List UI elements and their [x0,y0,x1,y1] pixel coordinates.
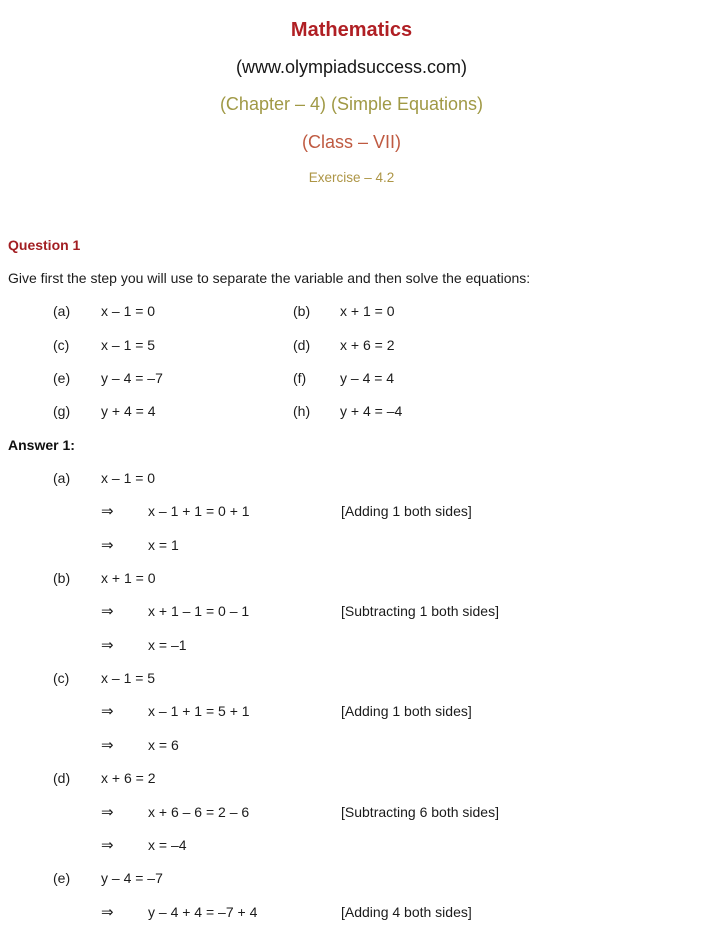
website-text: (www.olympiadsuccess.com) [235,57,468,77]
implies-arrow-icon: ⇒ [101,836,114,854]
implies-arrow-icon: ⇒ [101,803,114,821]
step-note: [Adding 4 both sides] [341,903,472,920]
step-expression: x = 6 [148,736,179,753]
implies-arrow-icon: ⇒ [101,736,114,754]
implies-arrow-icon: ⇒ [101,636,114,654]
answer-item-equation: x + 1 = 0 [101,570,156,587]
item-equation: y + 4 = 4 [101,403,156,420]
item-label: (a) [53,303,71,320]
item-equation: y – 4 = –7 [101,370,163,387]
implies-arrow-icon: ⇒ [101,603,114,621]
question-item-row [0,395,703,428]
question-heading: Question 1 [8,236,81,253]
item-label: (h) [293,403,311,420]
step-expression: x = –1 [148,636,187,653]
step-expression: x + 1 – 1 = 0 – 1 [148,603,250,620]
answer-step-row [0,728,703,761]
exercise-subtitle: Exercise – 4.2 [308,170,395,185]
item-equation: y – 4 = 4 [340,370,395,387]
answer-step-row [0,528,703,561]
answer-step-row [0,628,703,661]
question-item-row [0,328,703,361]
step-expression: x – 1 + 1 = 0 + 1 [148,503,250,520]
answer-item-equation: x – 1 = 5 [101,670,156,687]
item-equation: x – 1 = 0 [101,303,156,320]
answer-item-label: (d) [53,770,71,787]
page-title: Mathematics [290,19,413,41]
answer-item-equation: y – 4 = –7 [101,870,163,887]
step-note: [Adding 1 both sides] [341,703,472,720]
implies-arrow-icon: ⇒ [101,903,114,921]
answer-item-equation: x + 6 = 2 [101,770,156,787]
answer-step-row [0,895,703,928]
item-label: (e) [53,370,71,387]
answer-heading: Answer 1: [8,436,75,453]
answer-item-label: (c) [53,670,70,687]
step-expression: y – 4 + 4 = –7 + 4 [148,903,258,920]
answer-head-row [0,862,703,895]
step-expression: x = –4 [148,836,187,853]
step-expression: x = 1 [148,536,179,553]
item-equation: x + 1 = 0 [340,303,395,320]
answer-item-label: (b) [53,570,71,587]
question-intro: Give first the step you will use to separate the variable and then solve the equations: [8,270,531,287]
answer-step-row [0,795,703,828]
item-label: (f) [293,370,307,387]
answer-item-label: (a) [53,470,71,487]
answer-head-row [0,561,703,594]
answer-step-row [0,828,703,861]
step-note: [Subtracting 6 both sides] [341,803,499,820]
step-note: [Adding 1 both sides] [341,503,472,520]
item-equation: y + 4 = –4 [340,403,403,420]
item-label: (g) [53,403,71,420]
answer-step-row [0,595,703,628]
step-expression: x + 6 – 6 = 2 – 6 [148,803,250,820]
answer-step-row [0,695,703,728]
question-intro-row [0,261,703,294]
implies-arrow-icon: ⇒ [101,703,114,721]
answer-step-row [0,495,703,528]
question-item-row [0,295,703,328]
answer-heading-row [0,428,703,461]
implies-arrow-icon: ⇒ [101,503,114,521]
answer-head-row [0,461,703,494]
item-label: (c) [53,336,70,353]
document-body [0,228,703,928]
question-item-row [0,361,703,394]
step-expression: x – 1 + 1 = 5 + 1 [148,703,250,720]
answer-item-equation: x – 1 = 0 [101,470,156,487]
answer-item-label: (e) [53,870,71,887]
step-note: [Subtracting 1 both sides] [341,603,499,620]
chapter-subtitle: (Chapter – 4) (Simple Equations) [219,94,484,114]
question-heading-row [0,228,703,261]
item-label: (d) [293,336,311,353]
item-label: (b) [293,303,311,320]
implies-arrow-icon: ⇒ [101,536,114,554]
item-equation: x + 6 = 2 [340,336,395,353]
answer-head-row [0,762,703,795]
class-subtitle: (Class – VII) [301,132,402,152]
answer-head-row [0,661,703,694]
item-equation: x – 1 = 5 [101,336,156,353]
